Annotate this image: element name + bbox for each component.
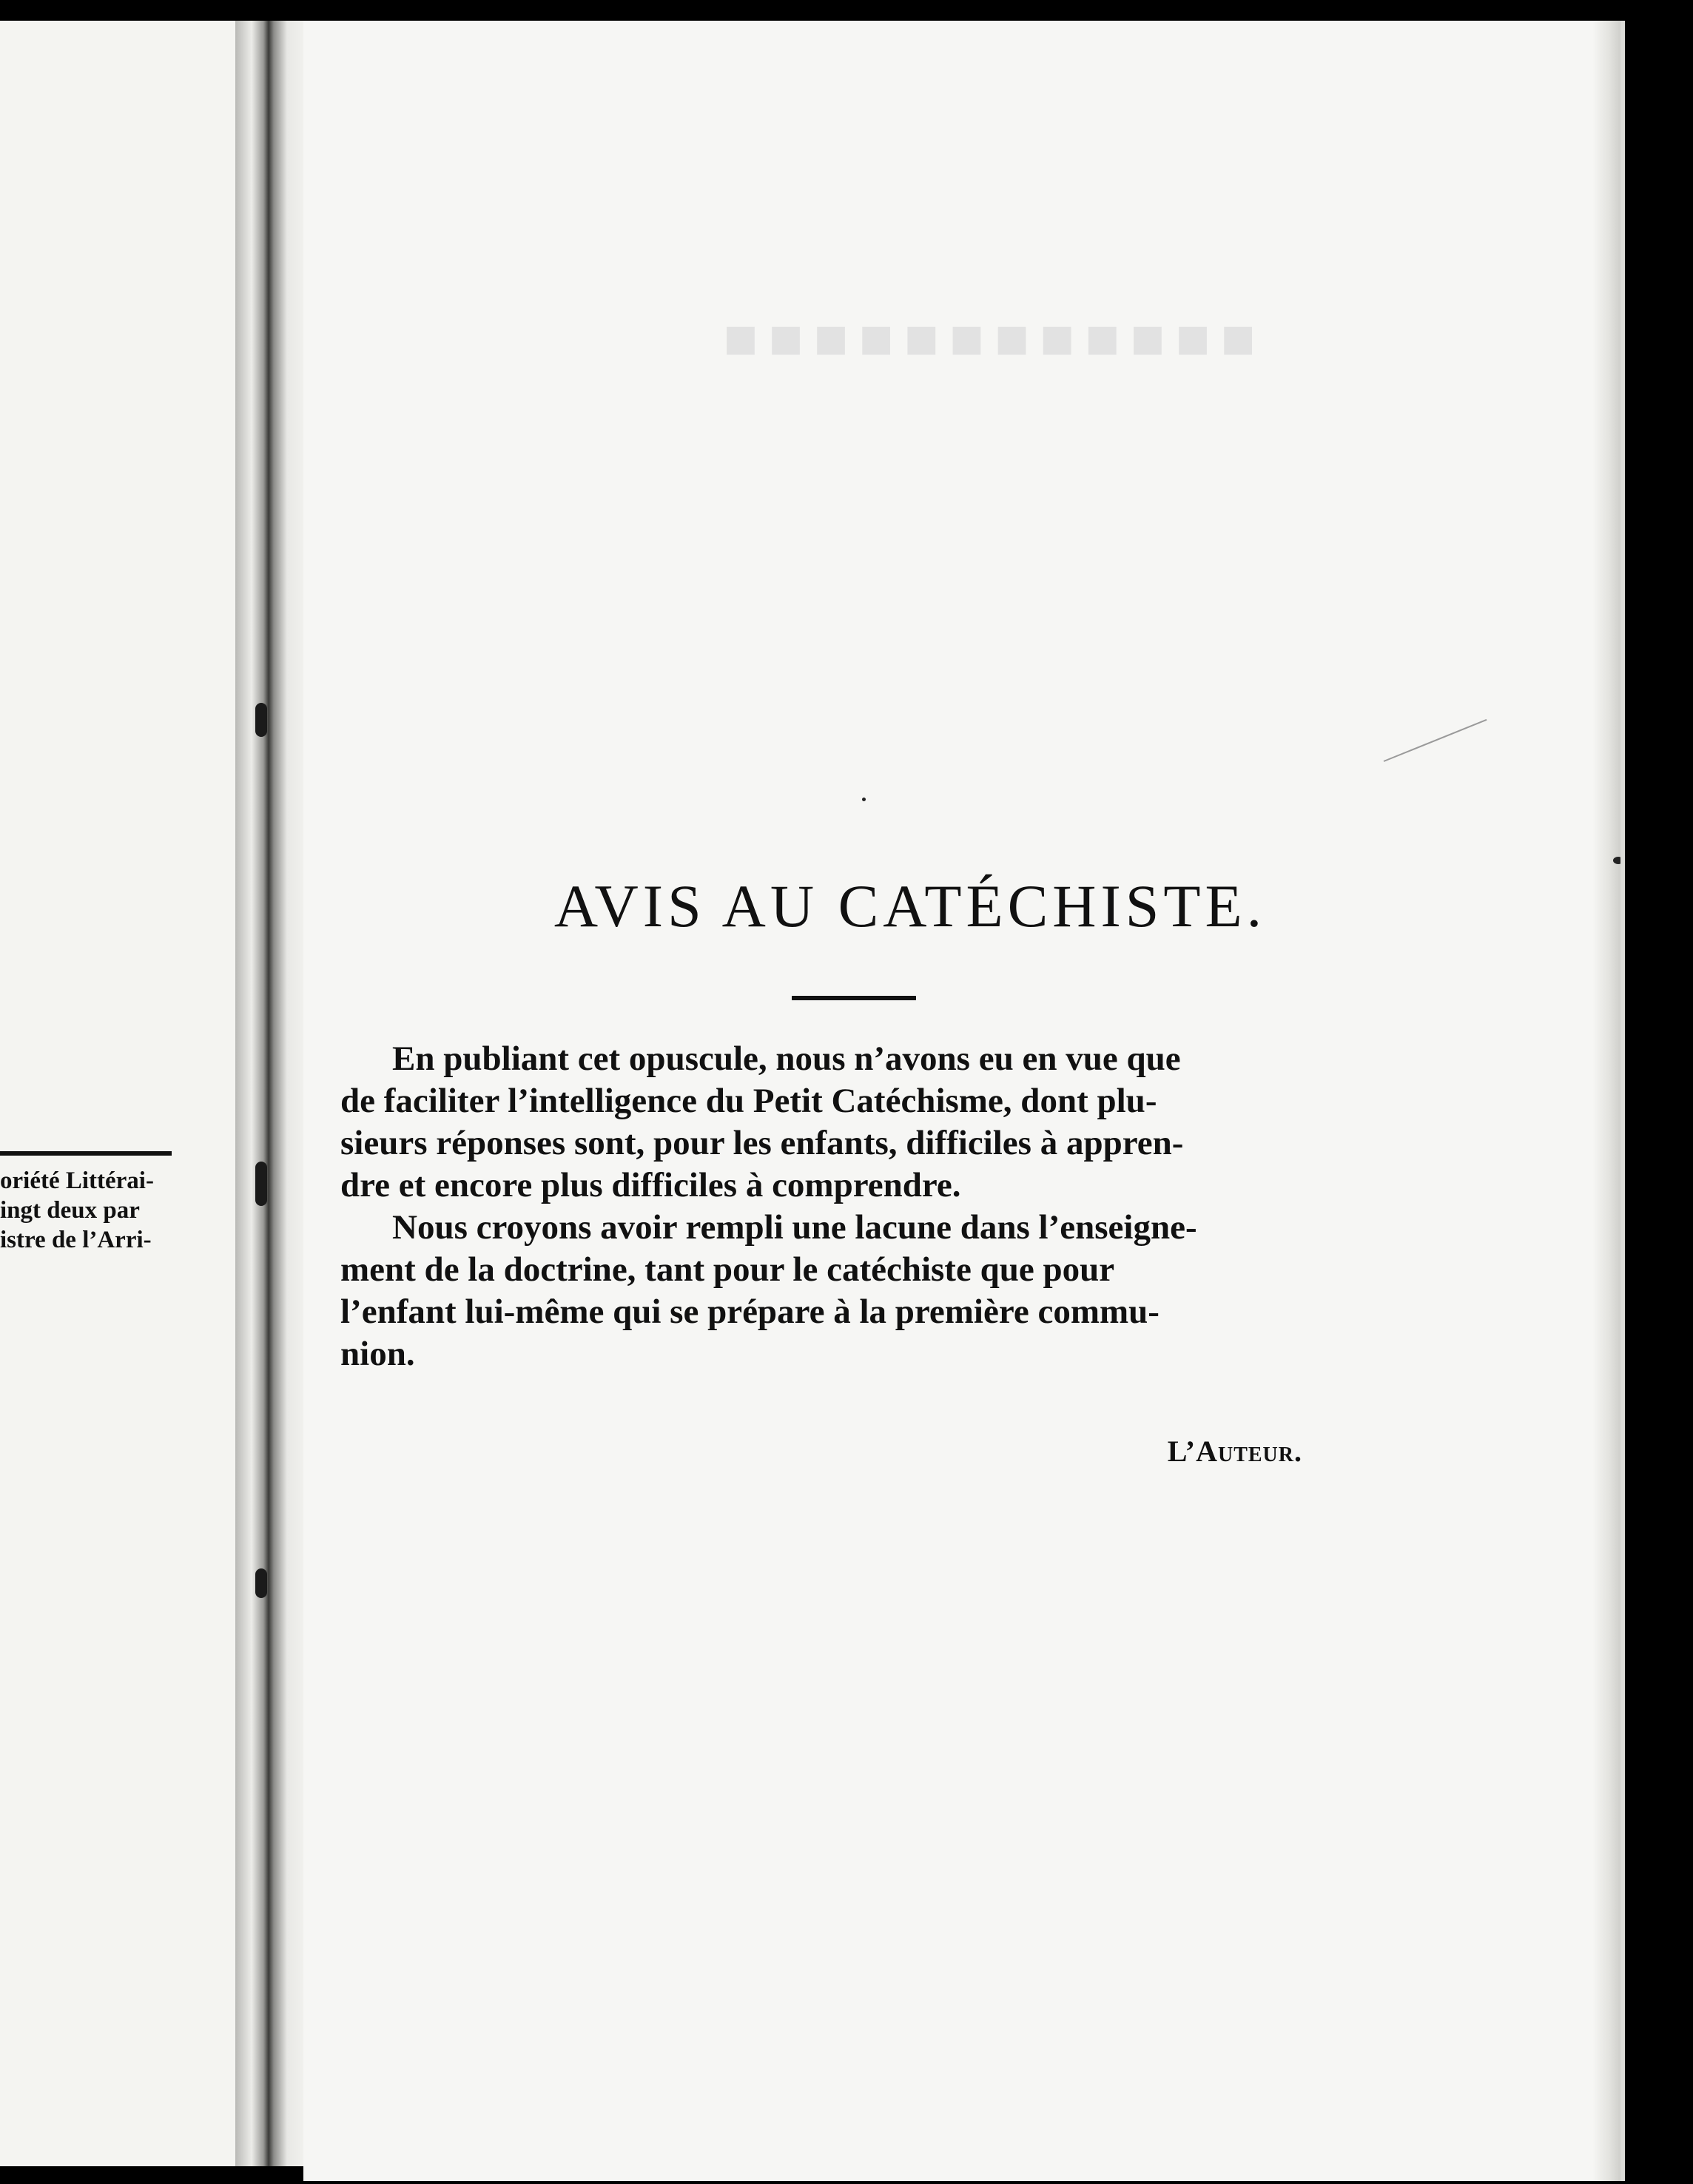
notice-line: ment de la doctrine, tant pour le catéchiste que pour [340,1250,1115,1289]
notice-line: nion. [340,1335,415,1373]
notice-line: Nous croyons avoir rempli une lacune dans l’enseigne- [392,1208,1197,1247]
left-fragment-line: ingt deux par [0,1197,140,1224]
notice-line: l’enfant lui-même qui se prépare à la première commu- [340,1292,1159,1331]
notice-line: sieurs réponses sont, pour les enfants, difficiles à appren- [340,1124,1184,1162]
notice-paragraph [340,1038,1336,1207]
left-page-rule [0,1151,172,1156]
page-edge-shadow [1592,21,1620,2181]
binding-stitch [255,1568,267,1598]
title-rule [792,996,916,1000]
left-fragment-line: oriété Littérai- [0,1167,154,1194]
author-signature: L’Auteur. [1167,1435,1302,1468]
notice-line: dre et encore plus difficiles à comprendre. [340,1166,961,1204]
left-facing-page [0,21,244,2166]
left-page-text-fragment [0,1166,215,1255]
book-gutter [235,21,309,2166]
notice-line: de faciliter l’intelligence du Petit Catéchisme, dont plu- [340,1082,1157,1120]
scan-scratch [1384,719,1487,762]
notice-paragraph [340,1207,1336,1375]
left-fragment-line: istre de l’Arri- [0,1227,152,1253]
verso-show-through: ■■■■■■■■■■■■ [713,306,1256,371]
notice-line: En publiant cet opuscule, nous n’avons eu en vue que [392,1039,1181,1078]
catechism-page [303,21,1625,2181]
notice-title: AVIS AU CATÉCHISTE. [553,872,1267,940]
scan-speck [1613,857,1623,864]
binding-stitch [255,703,267,737]
scan-speck [862,798,866,801]
binding-stitch [255,1162,267,1206]
notice-body [340,1038,1336,1375]
